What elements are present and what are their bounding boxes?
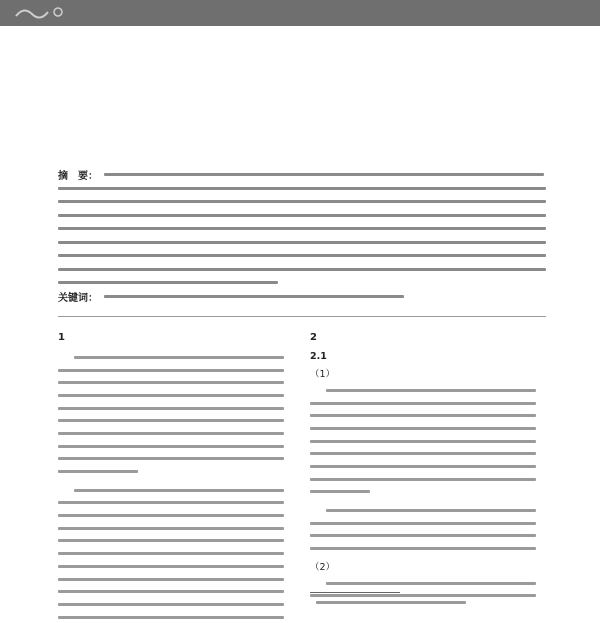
body-text-line <box>58 501 284 504</box>
body-text-line <box>58 552 284 555</box>
subsection-2-1-number: 2.1 <box>310 351 327 362</box>
keywords-label: 关键词： <box>58 292 98 304</box>
subsection-heading-2-1-2 <box>310 559 536 573</box>
body-text-line <box>310 522 536 525</box>
abstract-text-line <box>58 227 546 230</box>
body-text-line <box>58 445 284 448</box>
body-text-line <box>310 547 536 550</box>
section-1-number: 1 <box>58 332 65 343</box>
body-text-line <box>310 402 536 405</box>
body-text-line <box>58 514 284 517</box>
keywords-text-line <box>104 295 404 298</box>
body-text-line <box>58 527 284 530</box>
abstract-label: 摘 要： <box>58 171 98 183</box>
running-header-bar <box>0 0 600 26</box>
body-text-line <box>326 582 536 585</box>
body-text-line <box>58 432 284 435</box>
abstract-text-line <box>58 254 546 257</box>
body-text-line <box>74 356 284 359</box>
abstract-text-line <box>58 268 546 271</box>
section-heading-2 <box>310 332 536 343</box>
body-text-line <box>58 603 284 606</box>
abstract-text-line <box>58 187 546 190</box>
footnote <box>310 597 546 607</box>
body-text-line <box>58 369 284 372</box>
body-text-line <box>58 565 284 568</box>
body-text-line <box>310 490 370 493</box>
footnote-divider <box>310 592 400 593</box>
body-text-line <box>310 478 536 481</box>
body-text-line <box>58 578 284 581</box>
section-2-number: 2 <box>310 332 317 343</box>
body-text-line <box>58 616 284 619</box>
body-text-line <box>74 489 284 492</box>
abstract-text-line <box>58 200 546 203</box>
subsection-heading-2-1-1 <box>310 366 536 380</box>
body-text-line <box>326 509 536 512</box>
body-text-line <box>310 465 536 468</box>
journal-logo-icon <box>14 4 74 20</box>
abstract-text-line <box>58 241 546 244</box>
body-text-line <box>58 419 284 422</box>
body-text-line <box>310 414 536 417</box>
body-text-line <box>58 457 284 460</box>
abstract-block <box>58 168 546 303</box>
subsection-heading-2-1 <box>310 351 536 362</box>
abstract-text-line <box>58 281 278 284</box>
footnote-text-line <box>316 601 466 604</box>
subsection-2-1-2-number: （2） <box>310 561 336 573</box>
body-text-line <box>58 590 284 593</box>
body-text-line <box>326 389 536 392</box>
body-text-line <box>310 427 536 430</box>
body-text-line <box>58 539 284 542</box>
body-text-line <box>58 407 284 410</box>
section-heading-1 <box>58 332 284 343</box>
body-text-line <box>58 381 284 384</box>
paper-title <box>0 70 600 76</box>
body-text-line <box>310 452 536 455</box>
body-text-line <box>58 470 138 473</box>
right-column <box>310 332 536 602</box>
body-text-line <box>58 394 284 397</box>
abstract-text-line <box>58 214 546 217</box>
abstract-text-line <box>104 173 544 176</box>
abstract-divider <box>58 316 546 317</box>
subsection-2-1-1-number: （1） <box>310 369 336 380</box>
left-column <box>58 332 284 623</box>
body-text-line <box>310 440 536 443</box>
body-text-line <box>310 534 536 537</box>
